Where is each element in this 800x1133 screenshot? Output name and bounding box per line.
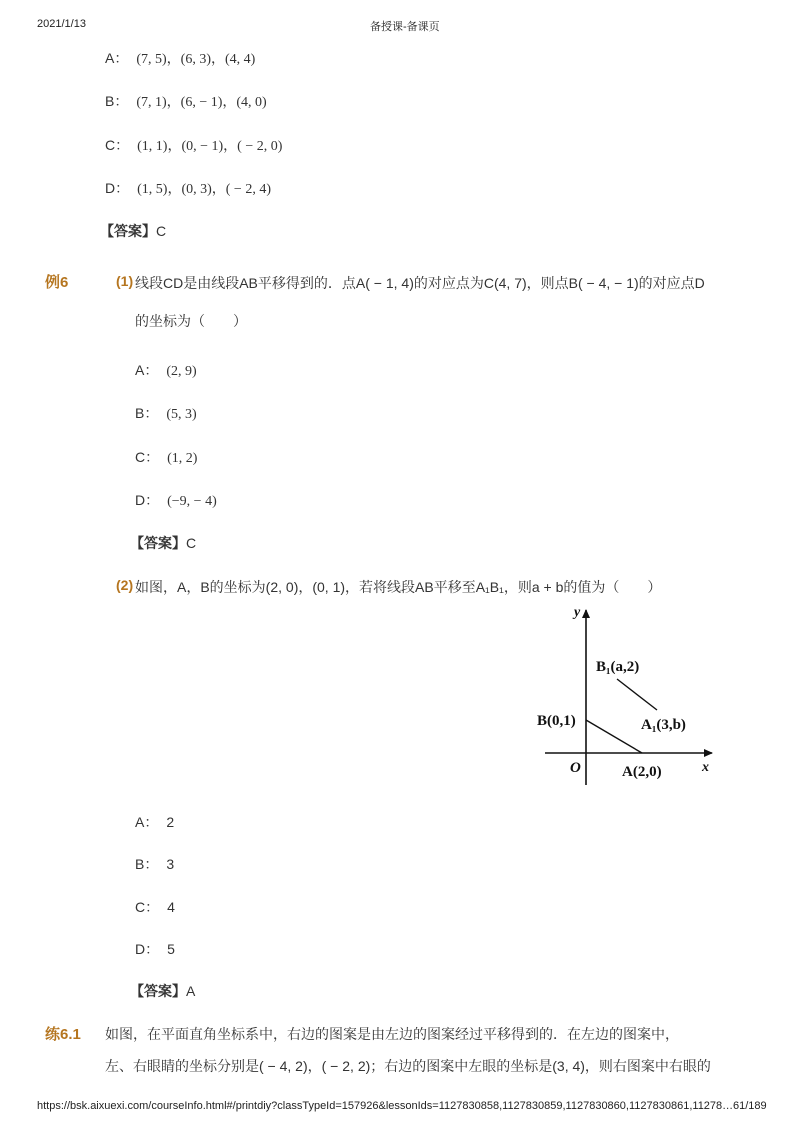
option-value: 2 xyxy=(166,814,175,830)
y-axis-label: y xyxy=(574,605,581,620)
answer-tag: 【答案】 xyxy=(100,223,156,239)
option-label: B： xyxy=(105,93,129,109)
option-label: D： xyxy=(135,941,160,957)
x-axis-label: x xyxy=(702,760,709,775)
option-value: (5, 3) xyxy=(166,407,197,422)
p2-answer xyxy=(130,981,195,1001)
prev-option-b xyxy=(105,91,267,111)
part-1-number: (1) xyxy=(116,273,134,289)
origin-label: O xyxy=(570,760,581,776)
p2-option-c xyxy=(135,897,175,917)
p1-option-c xyxy=(135,447,197,467)
prev-answer xyxy=(100,221,166,241)
footer-url[interactable]: https://bsk.aixuexi.com/courseInfo.html#/printdiy?classTypeId=157926&lessonIds=1127830858,1127830859,1127830860,1127830861,11278… xyxy=(37,1100,734,1112)
point-b-label: B(0,1) xyxy=(537,713,576,729)
prev-option-c xyxy=(105,135,282,155)
prev-option-d xyxy=(105,178,271,198)
option-value: (2, 9) xyxy=(166,364,197,379)
p1-answer xyxy=(130,533,196,553)
segment-a1b1 xyxy=(617,679,657,710)
option-value: (−9, − 4) xyxy=(167,494,217,509)
part-1-stem-line2: 的坐标为（ ） xyxy=(135,313,247,329)
option-label: D： xyxy=(135,492,160,508)
point-a1-label: A₁(3,b) xyxy=(641,717,686,733)
exercise-6-1-line2: 左、右眼睛的坐标分别是( − 4, 2)，( − 2, 2)；右边的图案中左眼的坐标是(3, 4)，则右图案中右眼的 xyxy=(105,1058,711,1074)
answer-value: A xyxy=(186,983,196,999)
p2-option-a xyxy=(135,812,174,832)
option-value: (1, 1)，(0, − 1)，( − 2, 0) xyxy=(137,139,283,154)
option-value: (1, 2) xyxy=(167,451,198,466)
coordinate-figure xyxy=(530,600,720,790)
option-label: A： xyxy=(135,362,159,378)
answer-value: C xyxy=(156,223,167,239)
point-a-label: A(2,0) xyxy=(622,764,662,780)
option-label: C： xyxy=(105,137,130,153)
footer-page-number: 61/189 xyxy=(733,1100,767,1112)
answer-tag: 【答案】 xyxy=(130,535,186,551)
option-value: 5 xyxy=(167,941,175,957)
option-label: A： xyxy=(135,814,159,830)
example-6-tag: 例6 xyxy=(45,274,69,291)
p1-option-d xyxy=(135,490,217,510)
point-b1-label: B₁(a,2) xyxy=(596,659,640,675)
p2-option-d xyxy=(135,939,175,959)
option-label: D： xyxy=(105,180,130,196)
header-title: 备授课-备课页 xyxy=(370,21,440,33)
part-2-stem: 如图，A，B的坐标为(2, 0)，(0, 1)，若将线段AB平移至A₁B₁，则a + b的值为（ ） xyxy=(135,579,662,595)
option-value: 4 xyxy=(167,899,175,915)
option-value: (7, 5)，(6, 3)，(4, 4) xyxy=(136,52,256,67)
option-label: C： xyxy=(135,449,160,465)
exercise-6-1-line1: 如图，在平面直角坐标系中，右边的图案是由左边的图案经过平移得到的．在左边的图案中， xyxy=(105,1026,679,1042)
option-value: (7, 1)，(6, − 1)，(4, 0) xyxy=(136,95,267,110)
header-date: 2021/1/13 xyxy=(37,18,86,30)
p2-option-b xyxy=(135,854,174,874)
option-value: (1, 5)，(0, 3)，( − 2, 4) xyxy=(137,182,271,197)
p1-option-b xyxy=(135,403,197,423)
option-label: A： xyxy=(105,50,129,66)
exercise-6-1-tag: 练6.1 xyxy=(45,1026,81,1043)
answer-value: C xyxy=(186,535,197,551)
segment-ab xyxy=(586,720,642,753)
option-label: B： xyxy=(135,405,159,421)
part-2-number: (2) xyxy=(116,577,134,593)
answer-tag: 【答案】 xyxy=(130,983,186,999)
option-label: C： xyxy=(135,899,160,915)
part-1-stem-line1: 线段CD是由线段AB平移得到的．点A( − 1, 4)的对应点为C(4, 7)，则点B( − 4, − 1)的对应点D xyxy=(135,275,705,291)
p1-option-a xyxy=(135,360,197,380)
option-value: 3 xyxy=(166,856,175,872)
prev-option-a xyxy=(105,48,255,68)
option-label: B： xyxy=(135,856,159,872)
